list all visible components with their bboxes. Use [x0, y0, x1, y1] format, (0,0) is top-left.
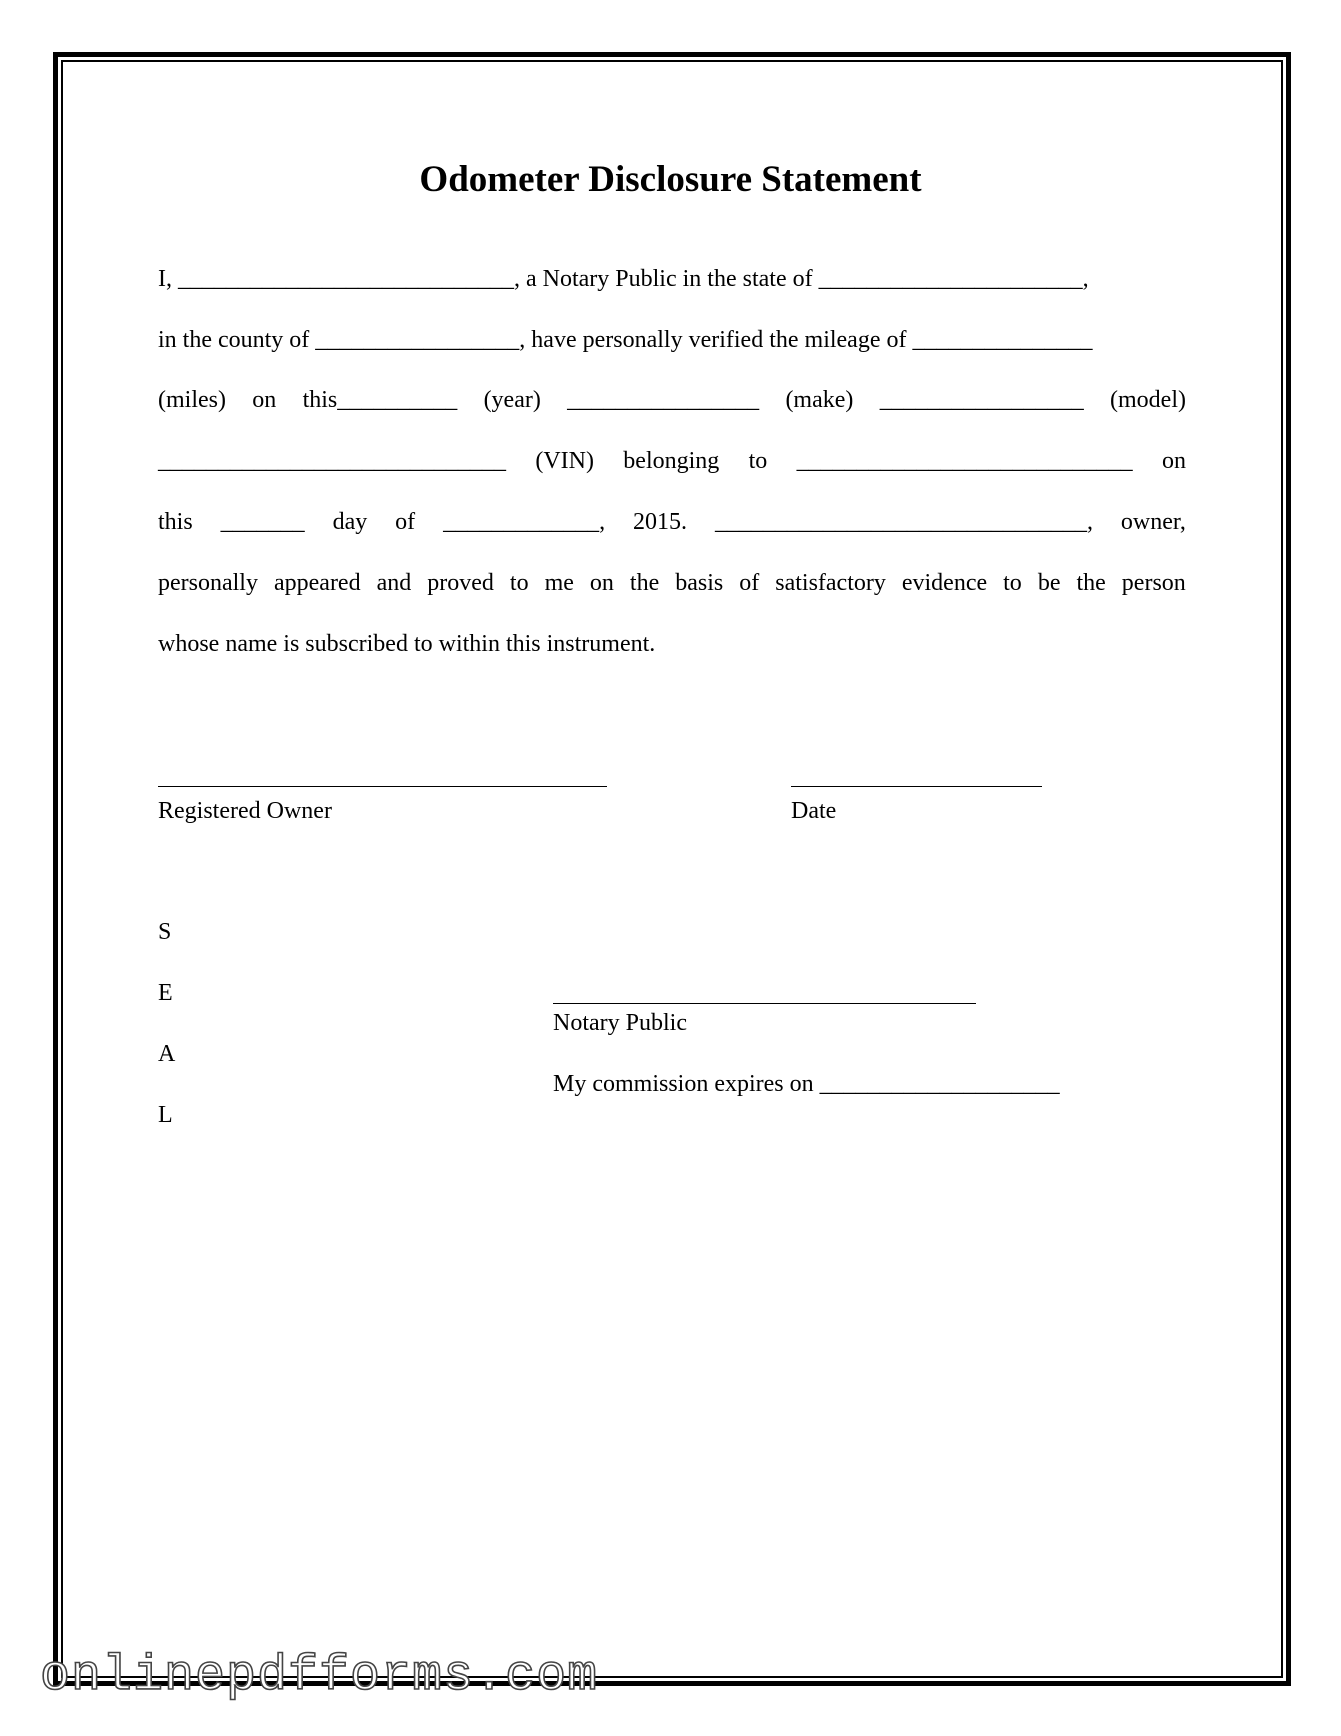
notary-signature-line[interactable] [553, 1003, 976, 1004]
statement-word: on [252, 387, 277, 413]
statement-word: this [158, 509, 193, 535]
statement-line-5-content [158, 507, 1186, 537]
statement-word: (model) [1110, 387, 1186, 413]
statement-word: (make) [785, 387, 854, 413]
statement-word: owner, [1120, 509, 1186, 535]
statement-word: whose name is subscribed to within this instrument. [158, 631, 656, 657]
statement-line-7-content [158, 629, 1186, 659]
statement-line-2 [158, 325, 1186, 355]
date-signature-line[interactable] [791, 786, 1042, 787]
statement-line-6 [158, 568, 1186, 598]
statement-word: be [1037, 570, 1061, 596]
watermark-text: onlinepdfforms.com [40, 1648, 599, 1705]
statement-word: to [509, 570, 529, 596]
statement-word: of [739, 570, 760, 596]
statement-line-1-text: I, ____________________________, a Notary Public in the state of ______________________, [158, 266, 1089, 292]
statement-word: _____________, [443, 509, 606, 535]
statement-word: and [376, 570, 412, 596]
statement-word: _______________________________, [714, 509, 1093, 535]
statement-word: this__________ [302, 387, 458, 413]
statement-word: satisfactory [775, 570, 886, 596]
date-label: Date [791, 798, 837, 824]
statement-word: on [1161, 448, 1186, 474]
statement-line-5 [158, 507, 1186, 537]
statement-word: basis [675, 570, 724, 596]
registered-owner-label: Registered Owner [158, 798, 332, 824]
seal-letter-e: E [158, 980, 173, 1006]
statement-word: of [395, 509, 416, 535]
notary-public-label: Notary Public [553, 1010, 687, 1036]
statement-word: belonging [623, 448, 720, 474]
statement-line-4 [158, 446, 1186, 476]
statement-line-3 [158, 385, 1186, 415]
statement-word: in the county of _________________, have personally verified the mileage of _______________ [158, 327, 1093, 353]
statement-word: me [544, 570, 574, 596]
inner-border [61, 60, 1283, 1678]
statement-word: day [332, 509, 368, 535]
statement-line-6-content [158, 568, 1186, 598]
statement-line-2-content [158, 325, 1186, 355]
statement-word: (miles) [158, 387, 226, 413]
statement-word: to [748, 448, 768, 474]
commission-expires-text: My commission expires on ____________________ [553, 1071, 1060, 1097]
statement-word: the [629, 570, 660, 596]
statement-line-3-content [158, 385, 1186, 415]
statement-word: personally [158, 570, 258, 596]
statement-word: (VIN) [535, 448, 594, 474]
statement-word: (year) [483, 387, 541, 413]
statement-word: appeared [273, 570, 361, 596]
seal-letter-l: L [158, 1102, 173, 1128]
statement-word: on [589, 570, 614, 596]
seal-letter-s: S [158, 919, 172, 945]
statement-line-7 [158, 629, 1186, 659]
statement-word: _________________ [879, 387, 1084, 413]
statement-word: ____________________________ [796, 448, 1133, 474]
registered-owner-signature-line[interactable] [158, 786, 607, 787]
document-title: Odometer Disclosure Statement [419, 159, 922, 200]
statement-word: evidence [901, 570, 988, 596]
seal-letter-a: A [158, 1041, 176, 1067]
statement-word: 2015. [633, 509, 688, 535]
statement-word: ________________ [567, 387, 760, 413]
statement-word: _____________________________ [158, 448, 506, 474]
statement-word: person [1121, 570, 1186, 596]
statement-line-4-content [158, 446, 1186, 476]
statement-word: to [1003, 570, 1022, 596]
statement-word: _______ [220, 509, 305, 535]
statement-word: proved [427, 570, 494, 596]
statement-word: the [1076, 570, 1106, 596]
statement-line-1 [158, 264, 1089, 294]
